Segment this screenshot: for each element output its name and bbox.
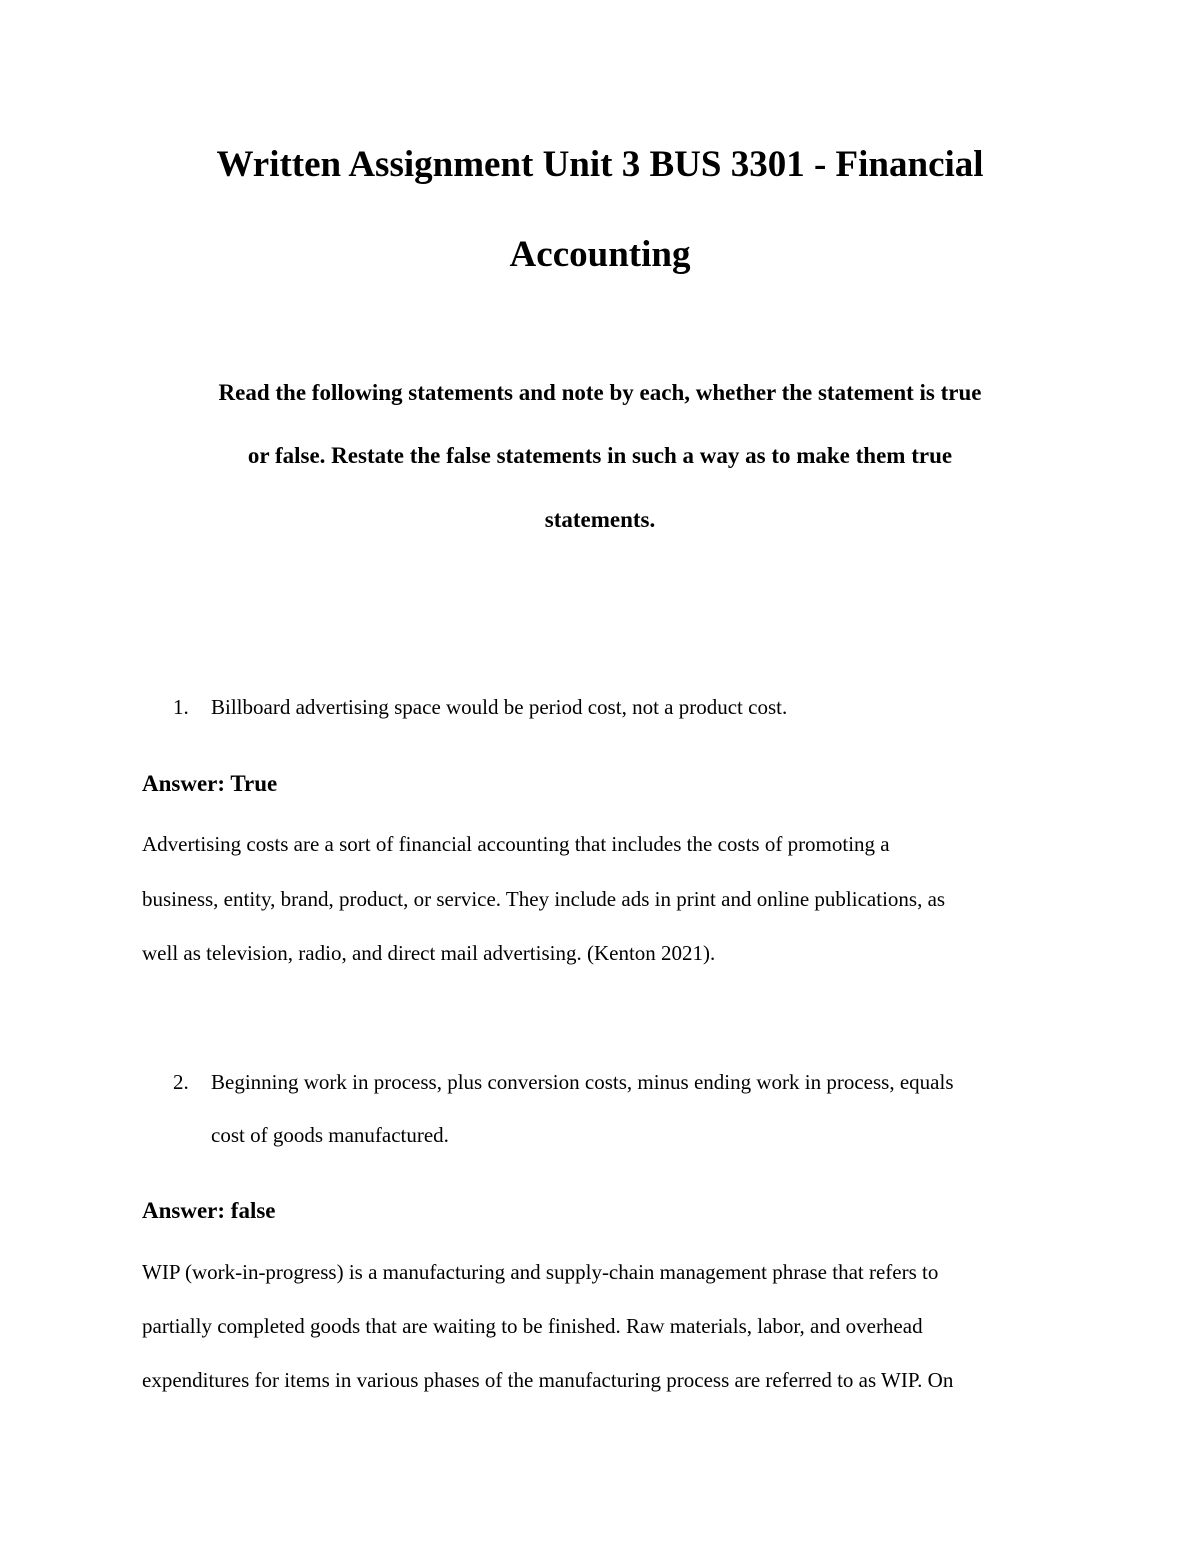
instructions-line-3: statements. — [544, 507, 656, 532]
item-2-explanation-line: WIP (work-in-progress) is a manufacturing and supply-chain management phrase that refers to — [142, 1260, 939, 1284]
instructions-line-1: Read the following statements and note by each, whether the statement is true — [218, 380, 982, 405]
item-1-explanation-line: well as television, radio, and direct mail advertising. (Kenton 2021). — [142, 941, 716, 965]
item-2-answer: Answer: false — [142, 1198, 276, 1223]
item-1-explanation-line: business, entity, brand, product, or service. They include ads in print and online publications, as — [142, 887, 946, 911]
item-1-number: 1. — [173, 695, 189, 719]
instructions-line-2: or false. Restate the false statements in such a way as to make them true — [247, 443, 953, 468]
item-2-explanation-line: expenditures for items in various phases of the manufacturing process are referred to as WIP. On — [142, 1368, 954, 1392]
item-2-statement-line: cost of goods manufactured. — [211, 1123, 449, 1147]
item-1-statement: Billboard advertising space would be period cost, not a product cost. — [211, 695, 788, 719]
item-2-explanation-line: partially completed goods that are waiting to be finished. Raw materials, labor, and overhead — [142, 1314, 923, 1338]
page-title-line-1: Written Assignment Unit 3 BUS 3301 - Financial — [216, 144, 984, 185]
item-2-statement-line: Beginning work in process, plus conversion costs, minus ending work in process, equals — [211, 1070, 954, 1094]
item-1-explanation-line: Advertising costs are a sort of financial accounting that includes the costs of promoting a — [142, 832, 890, 856]
item-1-answer: Answer: True — [142, 771, 278, 796]
item-2-number: 2. — [173, 1070, 189, 1094]
page-title-line-2: Accounting — [509, 234, 691, 275]
